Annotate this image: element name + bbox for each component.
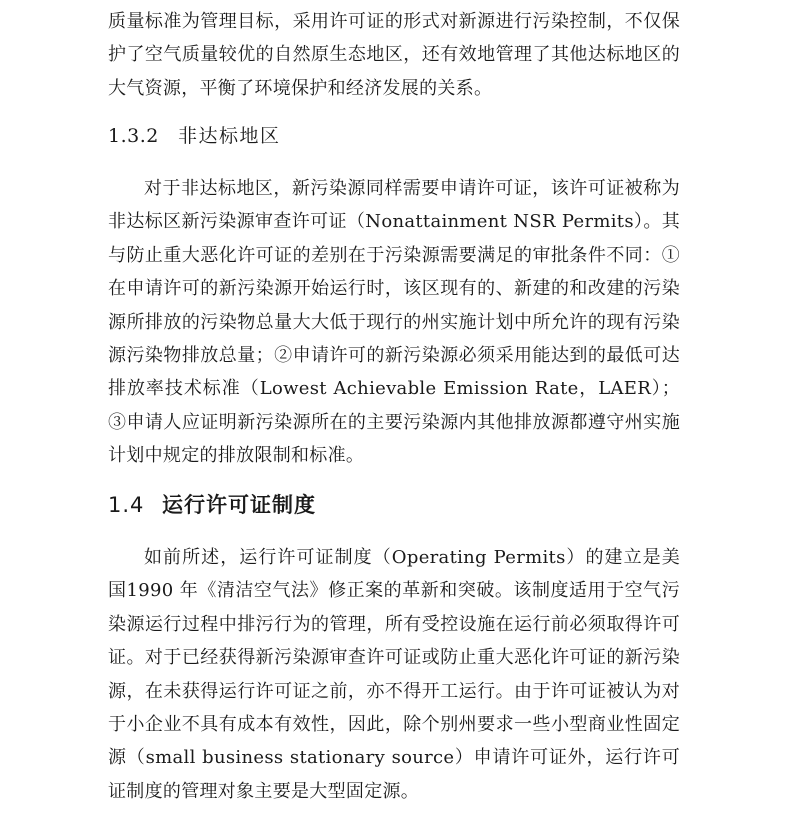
paragraph-attainment-continued: 质量标准为管理目标，采用许可证的形式对新源进行污染控制，不仅保护了空气质量较优的自然原生态地区，还有效地管理了其他达标地区的大气资源，平衡了环境保护和经济发展的关系。 — [108, 11, 680, 99]
section-heading-1-4 — [108, 489, 316, 521]
section-number: 1.4 — [108, 493, 145, 517]
section-number: 1.3.2 — [108, 125, 159, 147]
paragraph-operating-permits: 如前所述，运行许可证制度（Operating Permits）的建立是美国1990 年《清洁空气法》修正案的革新和突破。该制度适用于空气污染源运行过程中排污行为的管理，所有受控设施在运行前必须取得许可证。对于已经获得新污染源审查许可证或防止重大恶化许可证的新污染源，在未获得运行许可证之前，亦不得开工运行。由于许可证被认为对于小企业不具有成本有效性，因此，除个别州要求一些小型商业性固定源（small business stationary source）申请许可证外，运行许可证制度的管理对象主要是大型固定源。 — [108, 547, 680, 802]
section-title: 非达标地区 — [178, 125, 281, 147]
paragraph-nonattainment: 对于非达标地区，新污染源同样需要申请许可证，该许可证被称为非达标区新污染源审查许可证（Nonattainment NSR Permits）。其与防止重大恶化许可证的差别在于污染源需要满足的审批条件不同：①在申请许可的新污染源开始运行时，该区现有的、新建的和改建的污染源所排放的污染物总量大大低于现行的州实施计划中所允许的现有污染源污染物排放总量；②申请许可的新污染源必须采用能达到的最低可达排放率技术标准（Lowest Achievable Emission Rate，LAER）；③申请人应证明新污染源所在的主要污染源内其他排放源都遵守州实施计划中规定的排放限制和标准。 — [108, 178, 680, 467]
section-heading-1-3-2 — [108, 121, 281, 151]
section-title: 运行许可证制度 — [162, 493, 316, 517]
